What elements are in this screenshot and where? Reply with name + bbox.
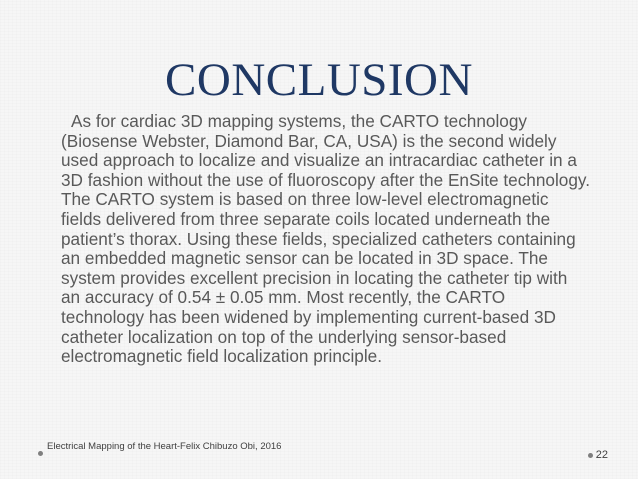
page-number-area: [588, 449, 608, 461]
footer-bullet-icon: [38, 451, 43, 456]
footer: [38, 441, 281, 456]
page-number-bullet-icon: [588, 453, 593, 458]
page-number: 22: [595, 449, 608, 461]
footer-text: Electrical Mapping of the Heart-Felix Chibuzo Obi, 2016: [47, 441, 282, 452]
slide-title: CONCLUSION: [165, 54, 473, 106]
slide-body-text: As for cardiac 3D mapping systems, the CARTO technology (Biosense Webster, Diamond Bar, CA, USA) is the second widely used approach to localize and visualize an intracardiac catheter in a 3D fashion without the use of fluoroscopy after the EnSite technology. The CARTO system is based on three low-level electromagnetic fields delivered from three separate coils located underneath the patient’s thorax. Using these fields, specialized catheters containing an embedded magnetic sensor can be located in 3D space. The system provides excellent precision in locating the catheter tip with an accuracy of 0.54 ± 0.05 mm. Most recently, the CARTO technology has been widened by implementing current-based 3D catheter localization on top of the underlying sensor-based electromagnetic field localization principle.: [61, 111, 590, 367]
